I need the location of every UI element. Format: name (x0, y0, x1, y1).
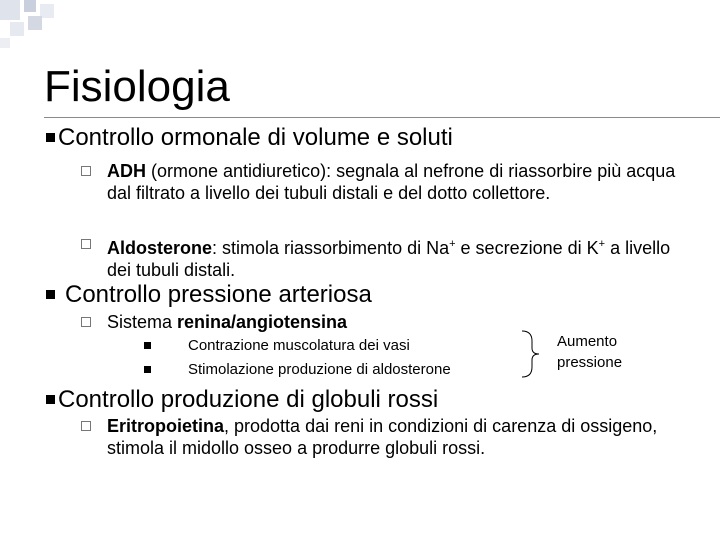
hollow-square-bullet-icon (81, 166, 91, 176)
hollow-square-bullet-icon (81, 317, 91, 327)
page-title: Fisiologia (44, 62, 230, 111)
list-item-renin: Sistema renina/angiotensina (107, 311, 507, 333)
square-bullet-icon (144, 366, 151, 373)
hollow-square-bullet-icon (81, 421, 91, 431)
section-heading-red-cells: Controllo produzione di globuli rossi (46, 386, 438, 414)
square-bullet-icon (46, 395, 55, 404)
title-divider (44, 117, 720, 118)
list-item-erythropoietin: Eritropoietina, prodotta dai reni in condizioni di carenza di ossigeno, stimola il midollo osseo a produrre globuli rossi. (107, 415, 667, 459)
square-bullet-icon (144, 342, 151, 349)
sub-item-aldosterone-stimulation: Stimolazione produzione di aldosterone (188, 361, 451, 378)
sub-item-vessel-contraction: Contrazione muscolatura dei vasi (188, 337, 410, 354)
list-item-adh: ADH (ormone antidiuretico): segnala al nefrone di riassorbire più acqua dal filtrato a livello dei tubuli distali e del dotto collettore. (107, 160, 697, 204)
section-heading-hormonal: Controllo ormonale di volume e soluti (46, 124, 453, 152)
pressure-increase-note: Aumento pressione (557, 333, 623, 371)
square-bullet-icon (46, 133, 55, 142)
right-brace-icon (508, 328, 548, 380)
hollow-square-bullet-icon (81, 239, 91, 249)
list-item-aldosterone: Aldosterone: stimola riassorbimento di Na+ e secrezione di K+ a livello dei tubuli distali. (107, 233, 697, 281)
section-heading-pressure: Controllo pressione arteriosa (46, 281, 372, 309)
square-bullet-icon (46, 290, 55, 299)
